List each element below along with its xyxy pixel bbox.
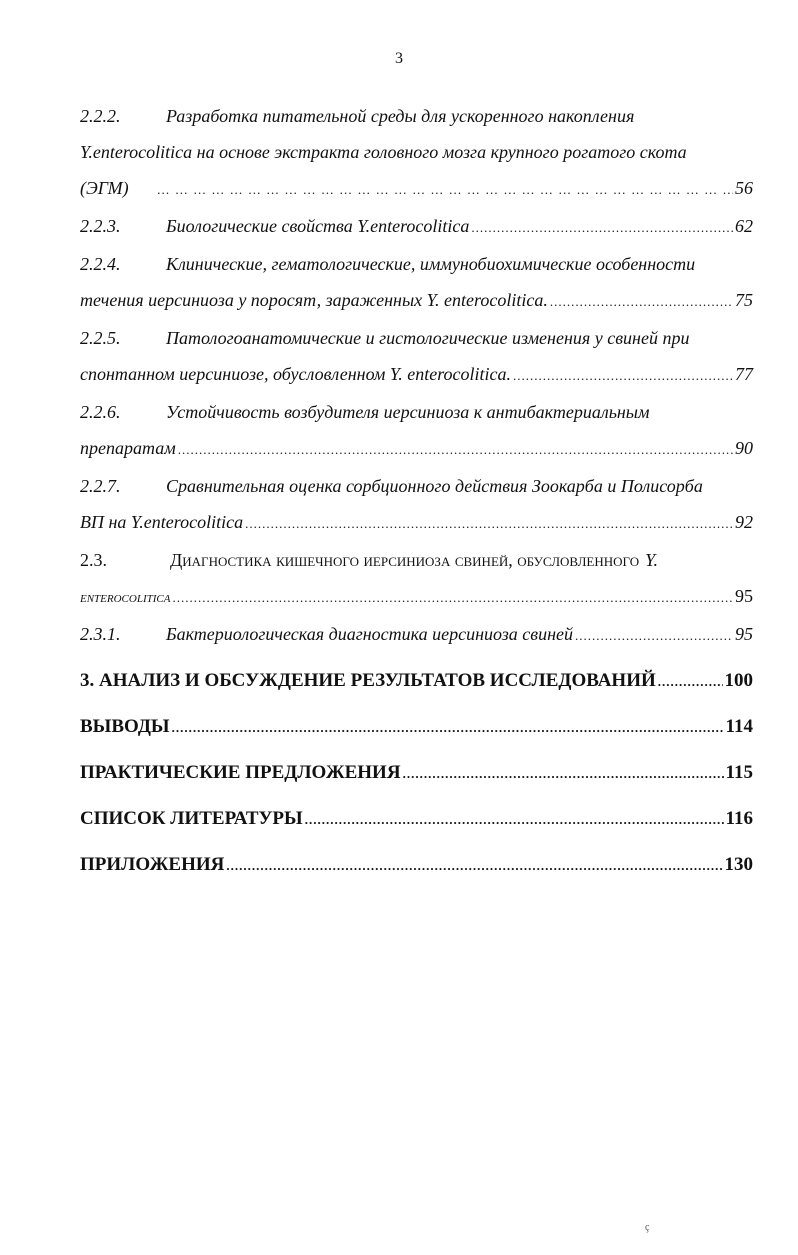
toc-entry-2-3-1[interactable] [80,616,753,654]
toc-entry-2-2-7[interactable] [80,468,753,542]
toc-major-practical-proposals[interactable] [80,750,753,796]
toc-entry-title-continued: enterocolitica [80,590,171,606]
toc-entry-number: 2.2.3. [80,216,121,236]
stray-mark: ç [645,1222,650,1233]
toc-entry-title-continued: течения иерсиниоза у поросят, зараженных Y. enterocolitica. [80,290,548,310]
toc-major-analysis[interactable] [80,658,753,704]
toc-major-page: 100 [724,670,753,691]
table-of-contents [80,98,753,888]
toc-major-conclusions[interactable] [80,704,753,750]
toc-major-appendices[interactable] [80,842,753,888]
dot-leader [550,284,733,320]
toc-entry-page: 75 [735,290,753,310]
toc-major-page: 130 [724,854,753,875]
toc-entry-title-continued: Y.enterocolitica на основе экстракта головного мозга крупного рогатого скота [80,142,687,162]
dot-leader [658,659,723,704]
toc-entry-number: 2.2.5. [80,328,121,348]
toc-entry-title: Биологические свойства Y.enterocolitica [166,216,470,236]
toc-entry-2-2-2[interactable] [80,98,753,208]
toc-entry-number: 2.2.2. [80,106,121,126]
toc-major-title: 3. АНАЛИЗ И ОБСУЖДЕНИЕ РЕЗУЛЬТАТОВ ИССЛЕДОВАНИЙ [80,670,656,691]
dot-leader [226,843,722,888]
toc-entry-title: Бактериологическая диагностика иерсиниоза свиней [166,624,574,644]
toc-entry-2-2-4[interactable] [80,246,753,320]
dot-leader [575,618,733,654]
toc-entry-number: 2.2.6. [80,402,121,422]
toc-major-title: СПИСОК ЛИТЕРАТУРЫ [80,808,303,829]
toc-entry-page: 77 [735,364,753,384]
toc-entry-page: 95 [735,586,753,606]
toc-major-page: 115 [725,762,753,783]
toc-entry-title-continued: препаратам [80,438,176,458]
toc-entry-page: 92 [735,512,753,532]
toc-major-references[interactable] [80,796,753,842]
dot-leader [172,705,724,750]
toc-entry-title-continued: (ЭГМ) [80,178,129,198]
dot-leader [172,580,733,616]
toc-entry-title: Разработка питательной среды для ускоренного накопления [166,106,635,126]
toc-entry-title-continued: Y. [645,550,658,570]
dot-leader [305,797,724,842]
dot-leader [403,751,724,796]
toc-entry-number: 2.2.4. [80,254,121,274]
dot-leader [513,358,733,394]
toc-major-title: ПРАКТИЧЕСКИЕ ПРЕДЛОЖЕНИЯ [80,762,401,783]
page-number: 3 [395,50,403,67]
toc-entry-title: Устойчивость возбудителя иерсиниоза к антибактериальным [166,402,650,422]
dot-leader [178,432,733,468]
toc-entry-number: 2.2.7. [80,476,121,496]
toc-major-page: 114 [725,716,753,737]
dot-leader [471,210,733,246]
toc-entry-page: 95 [735,624,753,644]
toc-entry-title-continued: спонтанном иерсиниозе, обусловленном Y. enterocolitica. [80,364,512,384]
toc-entry-page: 90 [735,438,753,458]
toc-entry-2-2-3[interactable] [80,208,753,246]
toc-entry-page: 62 [735,216,753,236]
toc-entry-page: 56 [735,178,753,198]
toc-entry-number: 2.3.1. [80,624,121,644]
toc-major-title: ПРИЛОЖЕНИЯ [80,854,225,875]
toc-entry-title: Диагностика кишечного иерсиниоза свиней, обусловленного [170,550,640,570]
toc-entry-2-2-5[interactable] [80,320,753,394]
toc-entry-number: 2.3. [80,550,107,570]
dot-leader [157,172,733,208]
toc-major-page: 116 [725,808,753,829]
dot-leader [245,506,733,542]
toc-entry-title-continued: ВП на Y.enterocolitica [80,512,244,532]
toc-entry-2-2-6[interactable] [80,394,753,468]
toc-entry-title: Сравнительная оценка сорбционного действия Зоокарба и Полисорба [166,476,703,496]
toc-entry-title: Клинические, гематологические, иммунобиохимические особенности [166,254,696,274]
toc-entry-2-3[interactable] [80,542,753,616]
toc-entry-title: Патологоанатомические и гистологические изменения у свиней при [166,328,690,348]
toc-major-title: ВЫВОДЫ [80,716,170,737]
